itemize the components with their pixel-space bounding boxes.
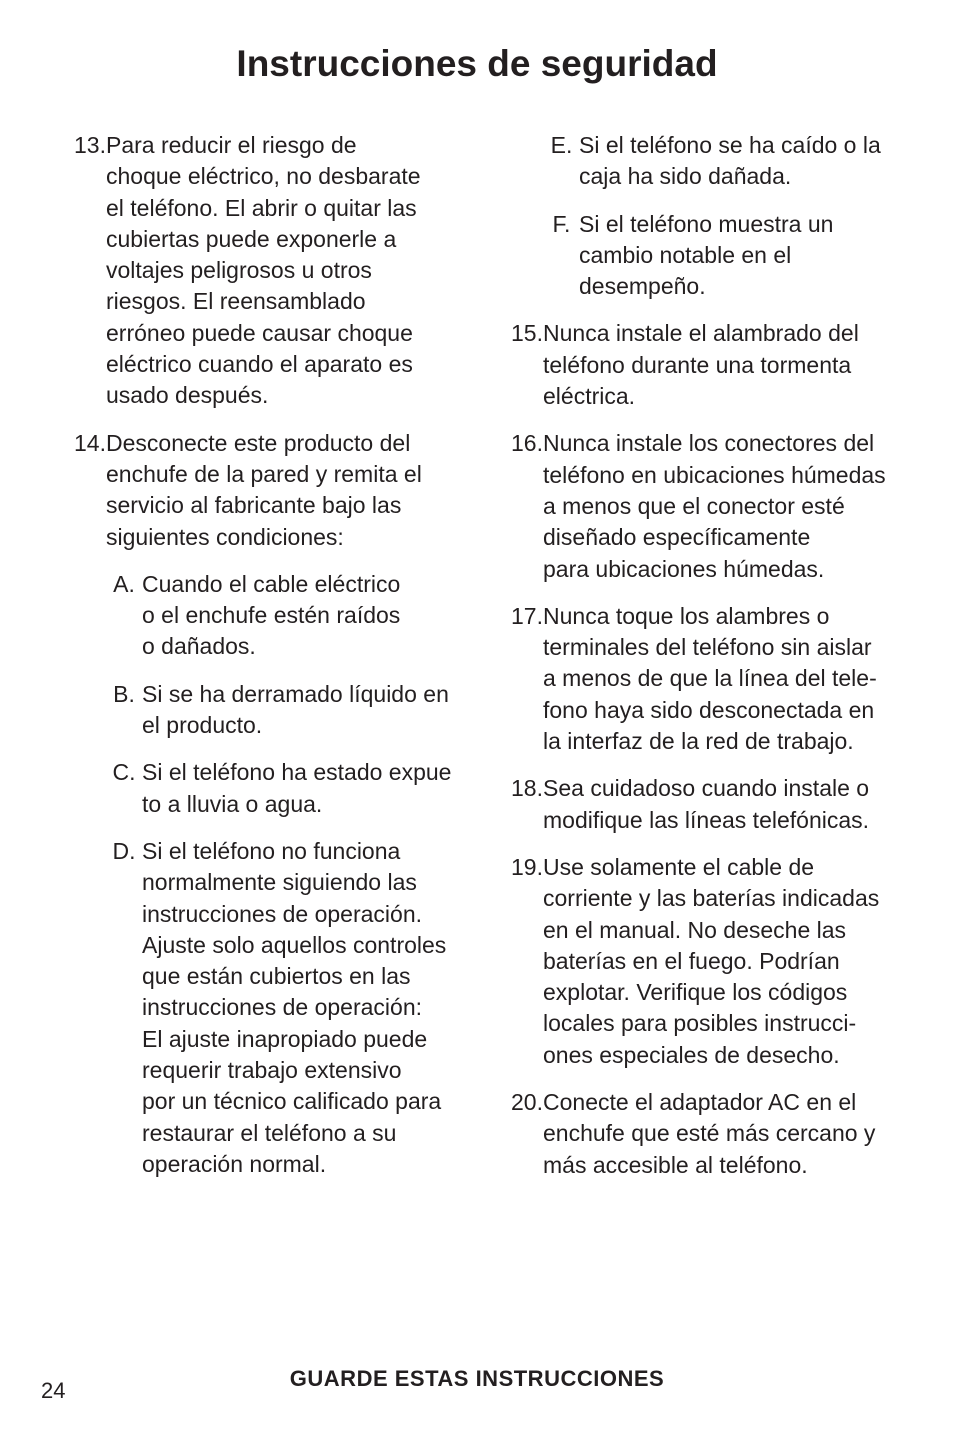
item-text: Para reducir el riesgo de choque eléctrico, no desbarate el teléfono. El abrir o quitar las cubiertas puede exponerle a voltajes peligrosos u otros riesgos. El reensamblado erróneo puede causar choque eléctrico cuando el aparato es usado después.: [106, 132, 421, 409]
sub-item-c: [60, 757, 480, 820]
item-text: Desconecte este producto del enchufe de la pared y remita el servicio al fabricante bajo las siguientes condiciones:: [106, 429, 422, 550]
sub-item-text: Si el teléfono no funciona normalmente siguiendo las instrucciones de operación. Ajuste solo aquellos controles que están cubiertos en las instrucciones de operación: El ajuste inapropiado puede requerir trabajo extensivo por un técnico calificado para restaurar el teléfono a su operación normal.: [142, 837, 447, 1177]
sub-item-b: [60, 679, 480, 742]
item-text: Nunca instale los conectores del teléfono en ubicaciones húmedas a menos que el conector esté diseñado específicamente para ubicaciones húmedas.: [543, 430, 886, 582]
list-item-19: [500, 852, 920, 1071]
sub-item-a: [60, 569, 480, 663]
item-number: 20.: [511, 1089, 543, 1116]
sub-item-letter: E.: [550, 132, 573, 158]
item-text: Nunca toque los alambres o terminales del teléfono sin aislar a menos de que la línea del tele- fono haya sido desconectada en la interfaz de la red de trabajo.: [543, 602, 877, 755]
item-text: Sea cuidadoso cuando instale o modifique las líneas telefónicas.: [543, 775, 870, 833]
list-item-14: [60, 428, 480, 553]
sub-item-text: Si el teléfono se ha caído o la caja ha sido dañada.: [579, 132, 881, 190]
sub-item-text: Cuando el cable eléctrico o el enchufe estén raídos o dañados.: [142, 570, 401, 660]
item-number: 18.: [511, 775, 543, 802]
list-item-16: [500, 428, 920, 584]
item-number: 19.: [511, 853, 543, 880]
item-text: Use solamente el cable de corriente y las baterías indicadas en el manual. No deseche las baterías en el fuego. Podrían explotar. Verifique los códigos locales para posibles instrucci- ones especiales de desecho.: [543, 853, 880, 1068]
sub-item-text: Si se ha derramado líquido en el producto.: [142, 680, 449, 739]
item-number: 13.: [74, 132, 106, 158]
page-number: 24: [41, 1378, 66, 1403]
sub-item-f: [500, 209, 920, 303]
sub-item-letter: A.: [113, 570, 135, 597]
sub-item-text: Si el teléfono muestra un cambio notable en el desempeño.: [579, 210, 834, 300]
sub-item-letter: F.: [552, 210, 571, 237]
item-number: 14.: [74, 429, 106, 456]
list-item-20: [500, 1087, 920, 1181]
item-number: 17.: [511, 602, 543, 629]
sub-item-letter: C.: [112, 759, 136, 786]
list-item-17: [500, 601, 920, 757]
sub-item-d: [60, 836, 480, 1180]
sub-item-e: [500, 130, 920, 193]
left-column: [60, 130, 480, 1196]
sub-item-letter: D.: [112, 837, 136, 864]
item-text: Conecte el adaptador AC en el enchufe que esté más cercano y más accesible al teléfono.: [543, 1089, 876, 1178]
list-item-18: [500, 773, 920, 836]
list-item-15: [500, 318, 920, 412]
right-column: [500, 130, 920, 1197]
item-text: Nunca instale el alambrado del teléfono durante una tormenta eléctrica.: [543, 320, 859, 410]
item-number: 16.: [511, 430, 543, 457]
sub-item-letter: B.: [113, 680, 135, 707]
page-title: Instrucciones de seguridad: [236, 43, 718, 84]
list-item-13: [60, 130, 480, 412]
item-number: 15.: [511, 320, 543, 347]
sub-item-text: Si el teléfono ha estado expue to a lluvia o agua.: [142, 759, 452, 817]
footer-title: GUARDE ESTAS INSTRUCCIONES: [289, 1366, 665, 1391]
